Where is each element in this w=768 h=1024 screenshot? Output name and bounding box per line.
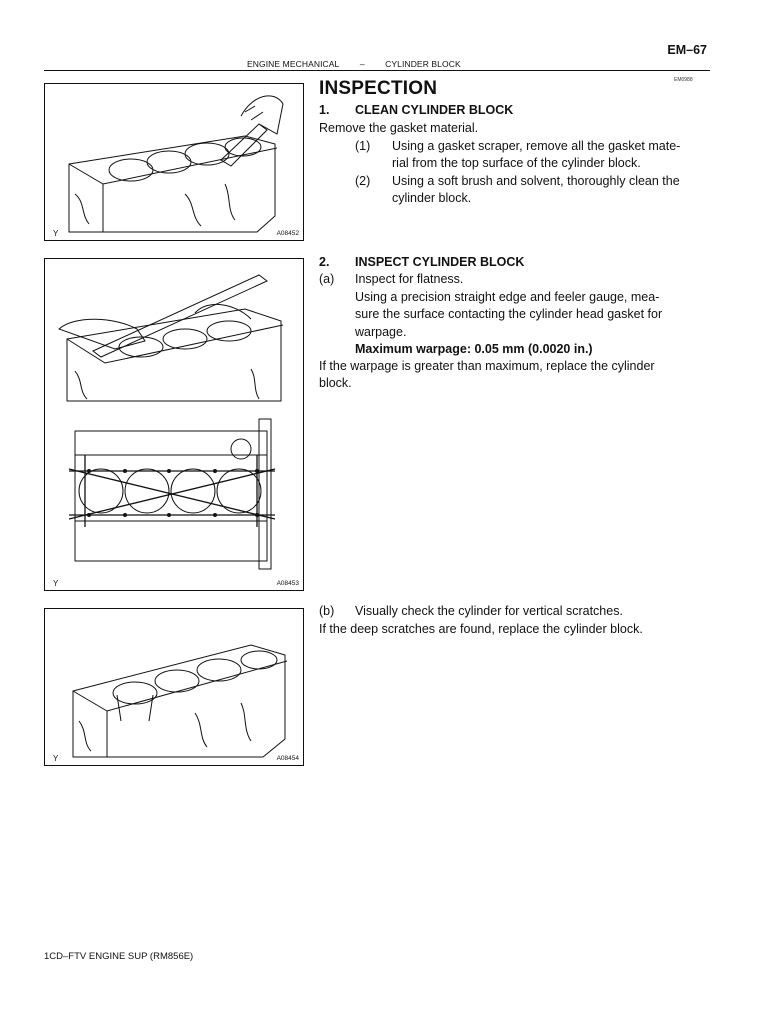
step2-note [319, 358, 719, 393]
cylinder-bore-illustration [45, 609, 303, 765]
step2a-text: Inspect for flatness. [355, 272, 464, 286]
figure-clean-block [44, 83, 304, 241]
figure-id: A08454 [276, 755, 299, 762]
header-rule [44, 70, 710, 71]
step1-title: CLEAN CYLINDER BLOCK [355, 103, 514, 117]
step1-item2-text [392, 173, 712, 208]
step2-title: INSPECT CYLINDER BLOCK [355, 255, 525, 269]
step1-number: 1. [319, 103, 330, 117]
step2b-number: (b) [319, 604, 335, 618]
page-footer: 1CD–FTV ENGINE SUP (RM856E) [44, 951, 194, 962]
step2a-line3: warpage. [355, 324, 407, 339]
step2-number: 2. [319, 255, 330, 269]
step1-item1-text [392, 138, 712, 173]
figure-id: A08452 [276, 230, 299, 237]
step2b [319, 603, 623, 620]
running-header [247, 59, 461, 69]
header-dash: – [359, 59, 365, 69]
section-title: ENGINE MECHANICAL [247, 59, 340, 69]
cylinder-block-scraper-illustration [45, 84, 303, 240]
step2-note-line2: block. [319, 376, 352, 391]
figure-orientation-label: Y [53, 579, 59, 588]
step2-note-line1: If the warpage is greater than maximum, replace the cylinder [319, 359, 655, 373]
step2b-note: If the deep scratches are found, replace the cylinder block. [319, 622, 643, 636]
step1-item2-number: (2) [355, 174, 371, 188]
figure-orientation-label: Y [53, 229, 59, 238]
step1-heading [319, 102, 513, 119]
step2a-line2: sure the surface contacting the cylinder head gasket for [355, 307, 663, 322]
warpage-spec: Maximum warpage: 0.05 mm (0.0020 in.) [355, 341, 593, 356]
step1-intro: Remove the gasket material. [319, 121, 479, 135]
reference-code: EM0988 [674, 77, 693, 83]
step2a-description [355, 289, 715, 358]
page-number: EM–67 [667, 43, 707, 57]
straight-edge-warpage-illustration [45, 259, 303, 590]
step2a [319, 271, 463, 288]
figure-id: A08453 [276, 580, 299, 587]
figure-inspect-flatness [44, 258, 304, 591]
step1-item2-line2: cylinder block. [392, 191, 472, 206]
step1-item2-line1: Using a soft brush and solvent, thoroughly clean the [392, 174, 680, 188]
subsection-title: CYLINDER BLOCK [385, 59, 461, 69]
step1-item1-number: (1) [355, 139, 371, 153]
figure-orientation-label: Y [53, 754, 59, 763]
step2a-line1: Using a precision straight edge and feeler gauge, mea- [355, 290, 660, 304]
step1-item1-line2: rial from the top surface of the cylinder block. [392, 156, 641, 171]
page-title: INSPECTION [319, 78, 438, 99]
step2a-number: (a) [319, 272, 335, 286]
step2-heading [319, 254, 524, 271]
step1-item1-line1: Using a gasket scraper, remove all the gasket mate- [392, 139, 681, 153]
step2b-text: Visually check the cylinder for vertical scratches. [355, 604, 623, 618]
figure-cylinder-scratches [44, 608, 304, 766]
